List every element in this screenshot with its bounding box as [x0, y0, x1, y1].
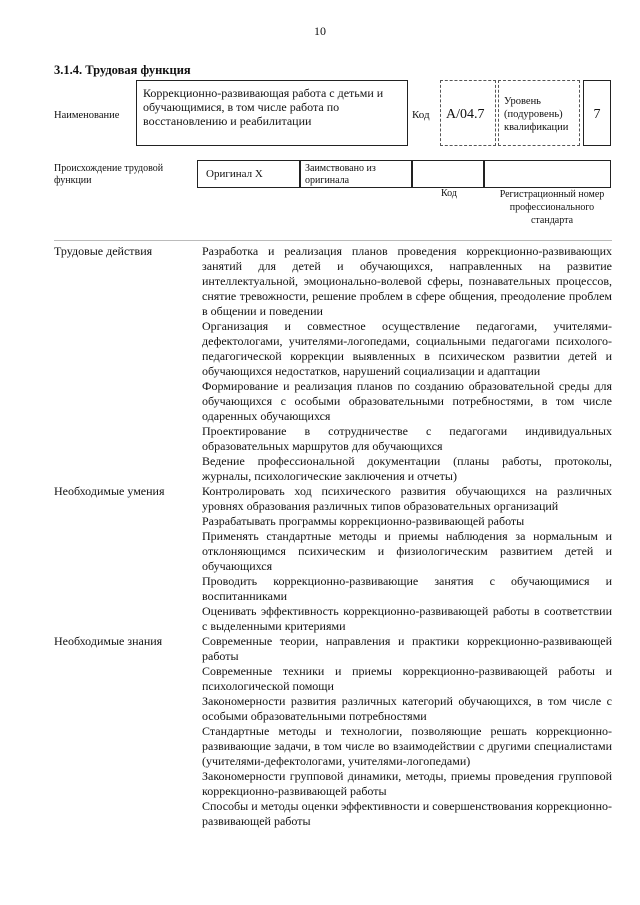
- list-item: Проектирование в сотрудничестве с педагогами индивидуальных образовательных маршрутов для обучающихся: [202, 424, 612, 453]
- list-item: Способы и методы оценки эффективности и совершенствования коррекционно-развивающей работы: [202, 799, 612, 828]
- list-item: Стандартные методы и технологии, позволяющие решать коррекционно-развивающие задачи, в том числе во взаимодействии с другими специалистами (учителями-дефектологами, учителями-логопедами): [202, 724, 612, 768]
- list-item: Разработка и реализация планов проведения коррекционно-развивающих занятий для детей и обучающихся, направленных на развитие интеллектуальной, эмоционально-волевой сферы, познавательных процессов, снятие тревожности, решение проблем в сфере общения, преодоление проблем в общении и поведении: [202, 244, 612, 318]
- list-item: Ведение профессиональной документации (планы работы, протоколы, журналы, психологические заключения и отчеты): [202, 454, 612, 483]
- level-value-box: 7: [583, 80, 611, 146]
- section-name: Необходимые умения: [54, 484, 165, 498]
- list-item: Современные теории, направления и практики коррекционно-развивающей работы: [202, 634, 612, 663]
- reg-number-empty-box: [484, 160, 611, 188]
- list-item: Закономерности групповой динамики, методы, приемы проведения групповой коррекционно-развивающей работы: [202, 769, 612, 798]
- function-details-table: [54, 244, 612, 829]
- code-empty-box: [412, 160, 484, 188]
- section-title: 3.1.4. Трудовая функция: [54, 63, 191, 77]
- function-name-box: Коррекционно-развивающая работа с детьми и обучающимися, в том числе работа по восстановлению и реабилитации: [136, 80, 408, 146]
- list-item: Закономерности развития различных категорий обучающихся, в том числе с особыми образовательными потребностями: [202, 694, 612, 723]
- list-item: Контролировать ход психического развития обучающихся на различных уровнях образования различных типов образовательных организаций: [202, 484, 612, 513]
- list-item: Проводить коррекционно-развивающие занятия с обучающимися и воспитанниками: [202, 574, 612, 603]
- name-label: Наименование: [54, 110, 120, 121]
- section-items: [202, 484, 612, 634]
- code-label: Код: [412, 109, 430, 121]
- reg-number-caption: Регистрационный номер профессионального стандарта: [499, 189, 605, 226]
- origin-label: Происхождение трудовой функции: [54, 163, 164, 186]
- section-items: [202, 244, 612, 484]
- section-items: [202, 634, 612, 829]
- level-label-box: Уровень (подуровень) квалификации: [498, 80, 580, 146]
- original-box: Оригинал X: [197, 160, 300, 188]
- list-item: Формирование и реализация планов по созданию образовательной среды для обучающихся с особыми образовательными потребностями, в том числе одаренных обучающихся: [202, 379, 612, 423]
- list-item: Применять стандартные методы и приемы наблюдения за нормальным и отклоняющимся психическим и физиологическим развитием детей и обучающихся: [202, 529, 612, 573]
- list-item: Организация и совместное осуществление педагогами, учителями-дефектологами, учителями-логопедами, социальными педагогами психолого-педагогической коррекции выявленных в психическом развитии детей и обучающихся недостатков, нарушений социализации и адаптации: [202, 319, 612, 378]
- section-name: Необходимые знания: [54, 634, 163, 648]
- code-caption: Код: [441, 188, 457, 199]
- divider: [54, 240, 612, 241]
- list-item: Разрабатывать программы коррекционно-развивающей работы: [202, 514, 525, 528]
- list-item: Современные техники и приемы коррекционно-развивающей работы и психологической помощи: [202, 664, 612, 693]
- section-name: Трудовые действия: [54, 244, 153, 258]
- code-value-box: A/04.7: [440, 80, 496, 146]
- section-row: [54, 484, 612, 634]
- section-row: [54, 244, 612, 484]
- borrowed-box: Заимствовано из оригинала: [300, 160, 412, 188]
- page-number: 10: [314, 24, 326, 38]
- list-item: Оценивать эффективность коррекционно-развивающей работы в соответствии с выделенными критериями: [202, 604, 612, 633]
- section-row: [54, 634, 612, 829]
